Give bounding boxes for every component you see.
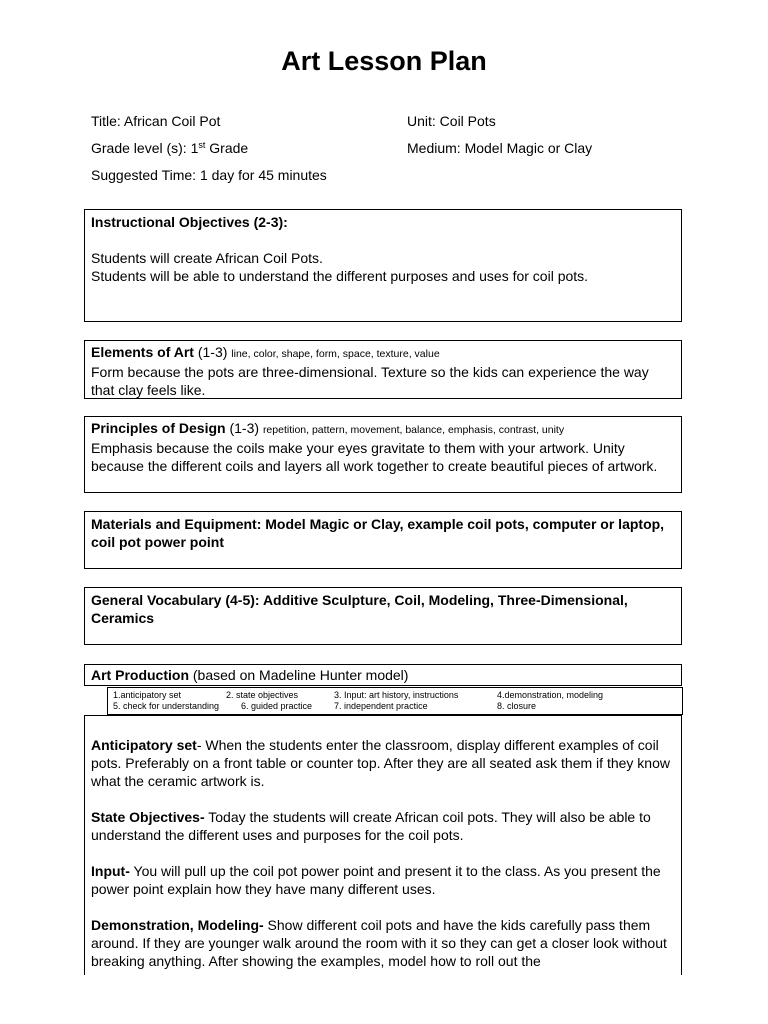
elements-box	[84, 340, 682, 399]
materials-text: Materials and Equipment: Model Magic or Clay, example coil pots, computer or laptop, coil pot power point	[91, 516, 665, 550]
grade-level	[91, 140, 248, 156]
demonstration-section	[91, 916, 675, 970]
step-item: 8. closure	[497, 701, 537, 711]
input-section	[91, 862, 675, 898]
section-text: Show different coil pots and have the kids carefully pass them around. If they are younger walk around the room with it so they can get a closer look without breaking anything. After showing the examples, model how to roll out the	[91, 917, 667, 969]
principles-list: repetition, pattern, movement, balance, emphasis, contrast, unity	[262, 424, 565, 436]
principles-count: (1-3)	[225, 420, 263, 436]
elements-list: line, color, shape, form, space, texture, value	[231, 348, 440, 360]
vocabulary-text: General Vocabulary (4-5): Additive Sculpture, Coil, Modeling, Three-Dimensional, Ceramics	[91, 592, 628, 626]
objectives-box	[84, 209, 682, 322]
suggested-time: Suggested Time: 1 day for 45 minutes	[91, 167, 327, 183]
step-item: 3. Input: art history, instructions	[334, 690, 459, 700]
elements-heading: Elements of Art	[91, 344, 194, 360]
production-steps	[107, 687, 683, 715]
step-item: 7. independent practice	[334, 701, 428, 711]
unit: Unit: Coil Pots	[407, 113, 496, 129]
grade-suffix: Grade	[205, 140, 249, 156]
objectives-heading: Instructional Objectives (2-3):	[91, 214, 288, 230]
grade-prefix: Grade level (s): 1	[91, 140, 199, 156]
page-title: Art Lesson Plan	[281, 46, 487, 76]
elements-count: (1-3)	[193, 344, 232, 360]
production-header	[84, 664, 682, 686]
anticipatory-set-section	[91, 736, 675, 790]
step-item: 2. state objectives	[226, 690, 299, 700]
principles-heading: Principles of Design	[91, 420, 226, 436]
section-label: State Objectives-	[91, 809, 205, 825]
vocabulary-box	[84, 587, 682, 645]
medium: Medium: Model Magic or Clay	[407, 140, 593, 156]
step-item: 4.demonstration, modeling	[497, 690, 604, 700]
section-text: Today the students will create African coil pots. They will also be able to understand the different uses and purposes for the coil pots.	[91, 809, 651, 843]
step-item: 6. guided practice	[241, 701, 313, 711]
principles-body: Emphasis because the coils make your eyes gravitate to them with your artwork. Unity because the different coils and layers all work together to create beautiful pieces of artwork.	[91, 440, 658, 474]
section-label: Demonstration, Modeling-	[91, 917, 264, 933]
step-item: 5. check for understanding	[113, 701, 220, 711]
lesson-title: Title: African Coil Pot	[91, 113, 221, 129]
production-subtitle: (based on Madeline Hunter model)	[189, 667, 409, 683]
section-label: Anticipatory set	[91, 737, 197, 753]
objective-2: Students will be able to understand the different purposes and uses for coil pots.	[91, 268, 589, 284]
section-text: - When the students enter the classroom, display different examples of coil pots. Preferably on a front table or counter top. After they are all seated ask them if they know what the ceramic artwork is.	[91, 737, 670, 789]
section-text: You will pull up the coil pot power point and present it to the class. As you present the power point explain how they have many different uses.	[91, 863, 661, 897]
step-item: 1.anticipatory set	[113, 690, 182, 700]
materials-box	[84, 511, 682, 569]
production-body	[84, 715, 682, 975]
elements-body: Form because the pots are three-dimensional. Texture so the kids can experience the way that clay feels like.	[91, 364, 649, 398]
grade-superscript: st	[198, 140, 206, 150]
principles-box	[84, 416, 682, 493]
section-label: Input-	[91, 863, 130, 879]
state-objectives-section	[91, 808, 675, 844]
objective-1: Students will create African Coil Pots.	[91, 250, 323, 266]
production-heading: Art Production	[91, 667, 189, 683]
